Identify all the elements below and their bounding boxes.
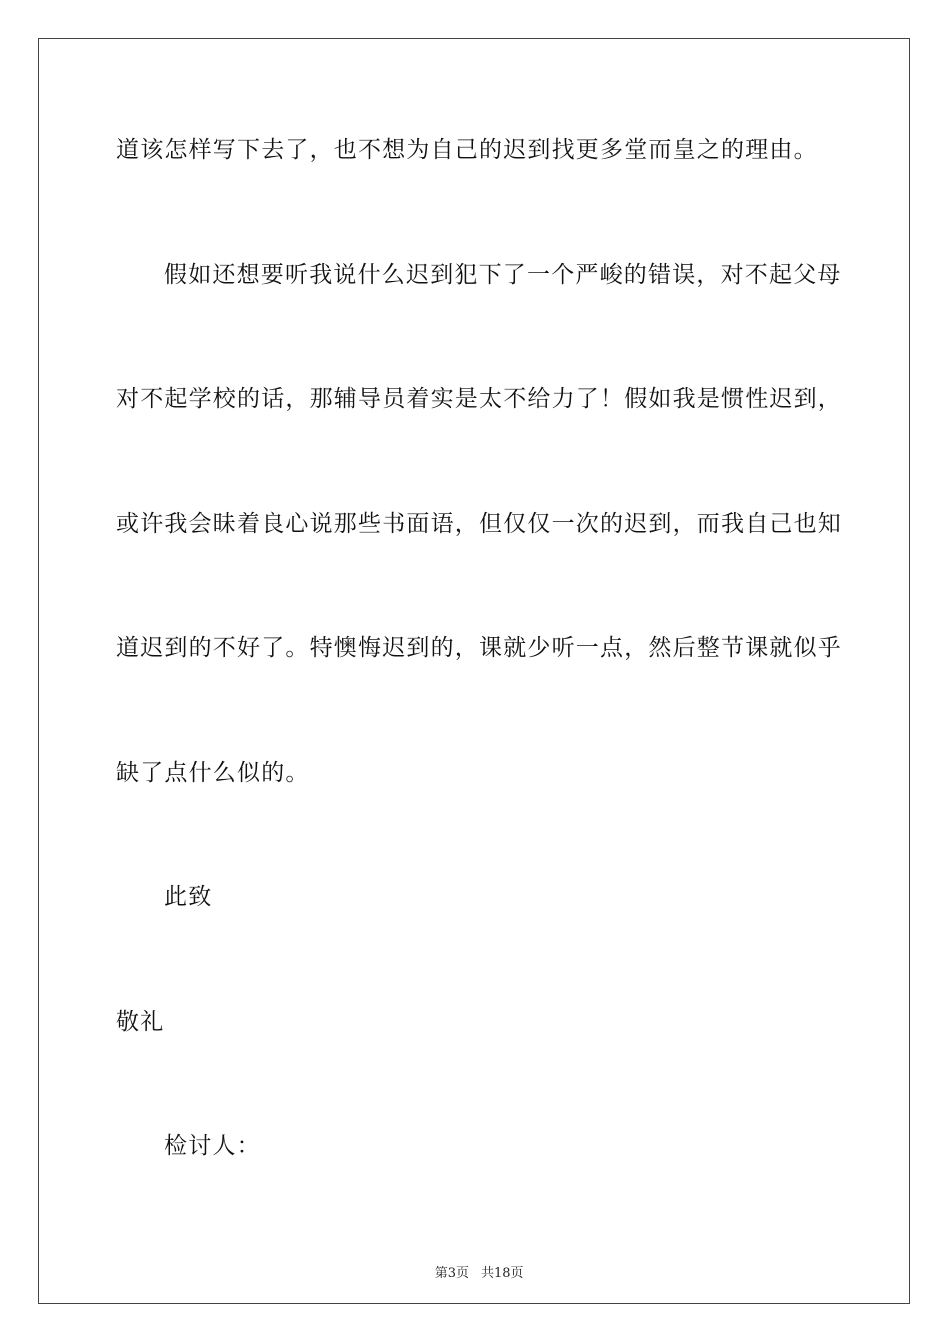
page-footer	[0, 1247, 950, 1283]
page-number: 第3页	[434, 1266, 469, 1281]
closing-phrase: 此致	[164, 884, 213, 910]
salutation: 敬礼	[116, 1009, 165, 1035]
signature-label: 检讨人：	[164, 1133, 261, 1159]
page-total: 共18页	[481, 1266, 524, 1281]
page-border	[38, 38, 910, 1304]
body-line-2: 假如还想要听我说什么迟到犯下了一个严峻的错误，对不起父母	[164, 262, 842, 288]
body-line-3: 对不起学校的话，那辅导员着实是太不给力了！假如我是惯性迟到，	[116, 386, 842, 412]
body-line-1: 道该怎样写下去了，也不想为自己的迟到找更多堂而皇之的理由。	[116, 137, 818, 163]
body-line-5: 道迟到的不好了。特懊悔迟到的，课就少听一点，然后整节课就似乎	[116, 635, 842, 661]
body-line-6: 缺了点什么似的。	[116, 760, 310, 786]
body-line-4: 或许我会昧着良心说那些书面语，但仅仅一次的迟到，而我自己也知	[116, 511, 842, 537]
